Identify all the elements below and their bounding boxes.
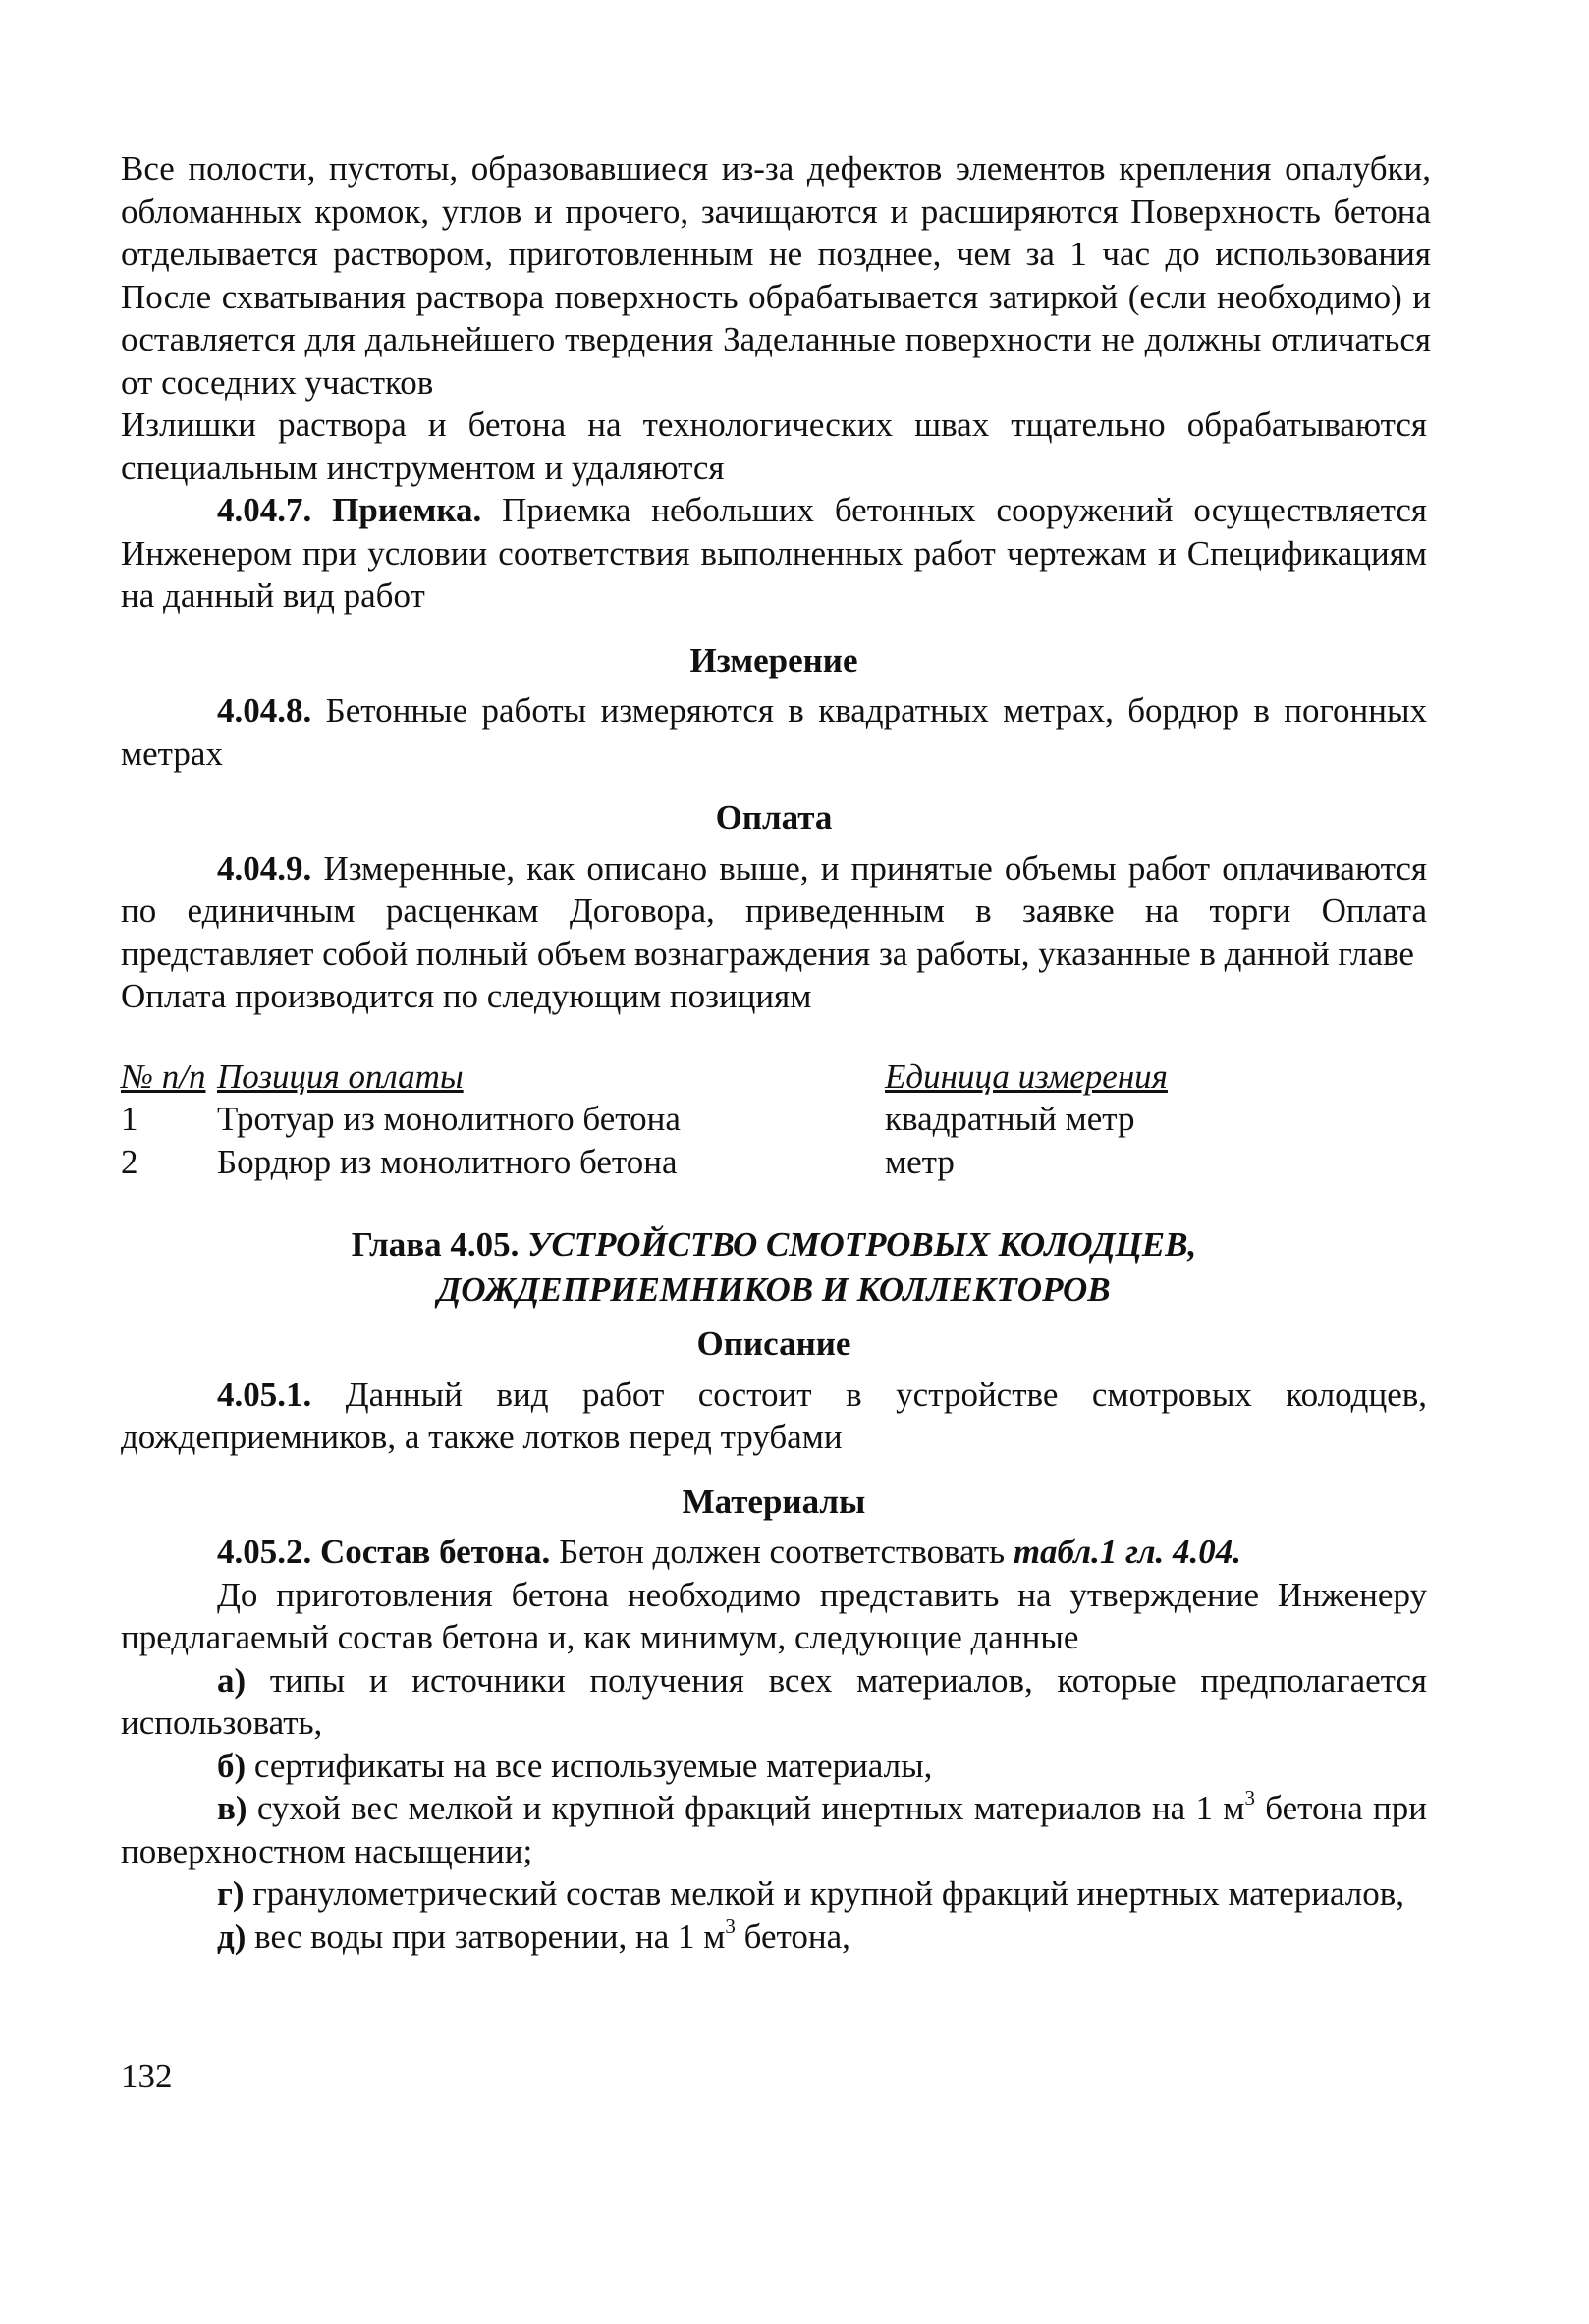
list-item-label: а) bbox=[217, 1660, 247, 1700]
paragraph-excess-mortar: Излишки раствора и бетона на технологических швах тщательно обрабатываются специальным инструментом и удаляются bbox=[121, 405, 1427, 487]
list-item-label: г) bbox=[217, 1874, 245, 1913]
heading-payment: Оплата bbox=[715, 798, 833, 837]
list-item-g bbox=[121, 1872, 1427, 1916]
section-number: 4.05.2. bbox=[217, 1533, 312, 1571]
list-item-d bbox=[121, 1916, 1427, 1959]
superscript: 3 bbox=[1244, 1786, 1255, 1810]
section-4-04-8 bbox=[121, 689, 1427, 775]
row-position: Бордюр из монолитного бетона bbox=[217, 1142, 678, 1181]
chapter-prefix: Глава 4.05. bbox=[351, 1225, 520, 1264]
list-item-text: типы и источники получения всех материалов, которые предполагается использовать, bbox=[121, 1660, 1428, 1742]
section-text: Измеренные, как описано выше, и принятые объемы работ оплачиваются по единичным расценкам Договора, приведенным в заявке на торги Оплата представляет собой полный объем вознаграждения за работы, указанные в данной главе bbox=[121, 848, 1427, 973]
superscript: 3 bbox=[725, 1914, 736, 1938]
section-text: Бетонные работы измеряются в квадратных метрах, бордюр в погонных метрах bbox=[121, 691, 1427, 773]
list-item-text-after: бетона, bbox=[735, 1917, 850, 1956]
list-item-text: гранулометрический состав мелкой и крупной фракций инертных материалов, bbox=[252, 1874, 1405, 1913]
list-item-label: в) bbox=[217, 1789, 247, 1827]
list-item-a bbox=[121, 1659, 1427, 1745]
list-item-text: вес воды при затворении, на 1 м bbox=[254, 1917, 726, 1956]
section-number: 4.04.7. bbox=[217, 491, 312, 529]
section-text: Бетон должен соответствовать bbox=[559, 1533, 1006, 1571]
payment-table bbox=[121, 1055, 1278, 1184]
paragraph-before-preparation: До приготовления бетона необходимо представить на утверждение Инженеру предлагаемый состав бетона и, как минимум, следующие данные bbox=[121, 1575, 1427, 1656]
document-page bbox=[121, 147, 1431, 1958]
section-text: Приемка небольших бетонных сооружений осуществляется Инженером при условии соответствия выполненных работ чертежам и Спецификациям на данный вид работ bbox=[121, 491, 1428, 615]
row-unit: метр bbox=[885, 1142, 955, 1181]
list-item-text: сертификаты на все используемые материалы, bbox=[253, 1746, 933, 1785]
section-4-05-1 bbox=[121, 1374, 1427, 1459]
section-4-04-9 bbox=[121, 847, 1427, 976]
chapter-title-line1: УСТРОЙСТВО СМОТРОВЫХ КОЛОДЦЕВ, bbox=[527, 1225, 1197, 1264]
section-text: Данный вид работ состоит в устройстве смотровых колодцев, дождеприемников, а также лотков перед трубами bbox=[121, 1375, 1427, 1456]
heading-description: Описание bbox=[696, 1324, 851, 1363]
chapter-title-line2: ДОЖДЕПРИЕМНИКОВ И КОЛЛЕКТОРОВ bbox=[437, 1270, 1111, 1309]
paragraph-payment-positions: Оплата производится по следующим позициям bbox=[121, 977, 812, 1015]
list-item-text: сухой вес мелкой и крупной фракций инертных материалов на 1 м bbox=[256, 1789, 1245, 1827]
section-number: 4.05.1. bbox=[217, 1375, 312, 1414]
row-number: 1 bbox=[121, 1100, 138, 1138]
list-item-b bbox=[121, 1745, 1427, 1788]
header-number: № п/п bbox=[121, 1056, 206, 1096]
section-4-05-2 bbox=[121, 1531, 1427, 1574]
table-reference: табл.1 гл. 4.04. bbox=[1013, 1533, 1242, 1571]
section-title: Состав бетона. bbox=[320, 1533, 551, 1571]
paragraph-cavities: Все полости, пустоты, образовавшиеся из-за дефектов элементов крепления опалубки, обломанных кромок, углов и прочего, зачищаются и расширяются Поверхность бетона отделывается раствором, приготовленным не позднее, чем за 1 час до использования После схватывания раствора поверхность обрабатывается затиркой (если необходимо) и оставляется для дальнейшего твердения Заделанные поверхности не должны отличаться от соседних участков bbox=[121, 149, 1431, 402]
table-row bbox=[121, 1141, 1278, 1184]
section-number: 4.04.9. bbox=[217, 848, 312, 888]
heading-measurement: Измерение bbox=[689, 640, 858, 679]
list-item-label: б) bbox=[217, 1746, 247, 1785]
page-number: 132 bbox=[121, 2057, 173, 2095]
list-item-label: д) bbox=[217, 1917, 247, 1956]
list-item-v bbox=[121, 1787, 1427, 1872]
header-position: Позиция оплаты bbox=[217, 1056, 464, 1096]
list-item-text-after: бетона при поверхностном насыщении; bbox=[121, 1789, 1427, 1870]
header-unit: Единица измерения bbox=[885, 1056, 1168, 1096]
row-unit: квадратный метр bbox=[885, 1100, 1135, 1138]
section-title: Приемка. bbox=[332, 491, 482, 529]
section-4-04-7 bbox=[121, 489, 1427, 618]
table-row bbox=[121, 1098, 1278, 1141]
row-position: Тротуар из монолитного бетона bbox=[217, 1100, 681, 1138]
section-number: 4.04.8. bbox=[217, 691, 312, 730]
table-header-row bbox=[121, 1055, 1278, 1099]
row-number: 2 bbox=[121, 1142, 138, 1181]
heading-materials: Материалы bbox=[682, 1482, 866, 1521]
chapter-title bbox=[121, 1222, 1427, 1313]
